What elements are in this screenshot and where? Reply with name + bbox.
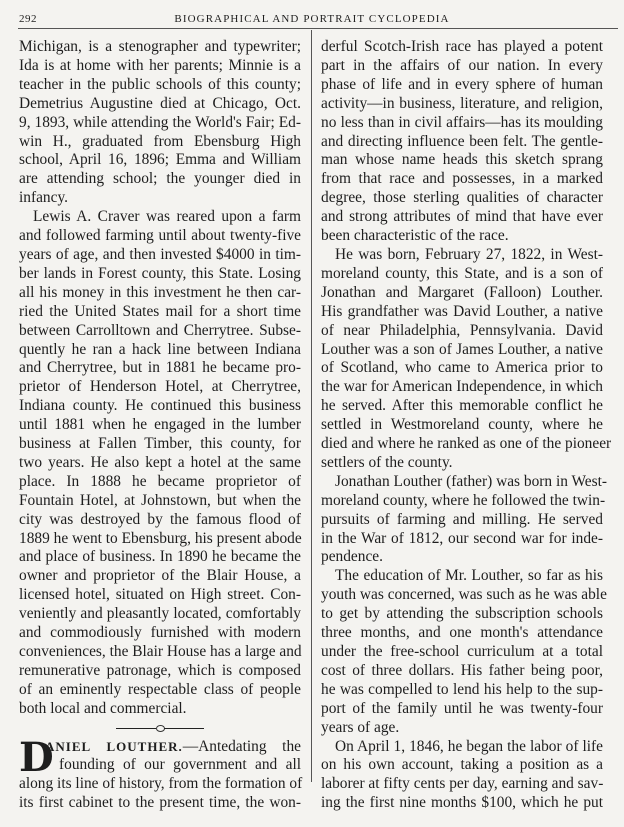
text-line: its first cabinet to the present time, the won- (19, 794, 301, 812)
text-line: both local and commercial. (19, 699, 187, 717)
text-line: he served. After this memorable conflict he (321, 397, 603, 415)
text-line: founding of our government and all (59, 756, 301, 774)
text-line: until 1881 when he engaged in the lumber (19, 416, 301, 434)
column-divider (311, 30, 312, 782)
text-line: pendence. (321, 548, 383, 566)
text-line: degree, those sterling qualities of character (321, 189, 603, 207)
text-line: Michigan, is a stenographer and typewriter; (19, 38, 301, 55)
text-line: He was born, February 27, 1822, in West- (335, 245, 603, 263)
paragraph-birth (321, 245, 612, 473)
text-line: prietor of Henderson Hotel, at Cherrytree, (19, 378, 301, 396)
text-line: and followed farming until about twenty-five (19, 227, 301, 245)
text-line: no less than in civil affairs—has its moulding (321, 113, 603, 131)
text-line: Demetrius Augustine died at Chicago, Oct. (19, 94, 301, 112)
entry-lead-text: —Antedating the (182, 737, 301, 755)
text-line: phase of life and in every sphere of human (321, 75, 603, 93)
text-line: city was destroyed by the famous flood of (19, 510, 301, 528)
text-line: part in the affairs of our nation. In every (321, 56, 603, 74)
text-line: on his own account, taking a position as a (321, 756, 603, 774)
text-line: On April 1, 1846, he began the labor of life (335, 737, 603, 755)
text-line: years of age. (321, 718, 400, 736)
text-line: derful Scotch-Irish race has played a potent (321, 38, 603, 55)
paragraph-education (321, 567, 607, 737)
text-line: died and where he ranked as one of the pioneer (321, 435, 612, 453)
text-line: veniently and pleasantly located, comfortably (19, 605, 301, 623)
text-line: been characteristic of the race. (321, 227, 509, 245)
text-line: business at Fallen Timber, this county, for (19, 435, 301, 453)
left-column (19, 38, 301, 813)
text-line: win H., graduated from Ebensburg High (19, 132, 301, 150)
entry-daniel-louther (19, 733, 303, 814)
text-line: in the War of 1812, our second war for inde- (321, 529, 603, 547)
text-line: two years. He also kept a hotel at the same (19, 453, 301, 471)
text-line: ber lands in Forest county, this State. Losing (19, 264, 301, 282)
text-line: man whose name heads this sketch sprang (321, 151, 603, 169)
drop-cap: D (19, 733, 54, 781)
running-title: BIOGRAPHICAL AND PORTRAIT CYCLOPEDIA (174, 13, 450, 25)
text-line: teacher in the public schools of this county; (19, 75, 301, 93)
text-line: to get by attending the subscription schools (321, 605, 603, 623)
text-line: pursuits of farming and milling. He served (321, 510, 603, 528)
text-line: Lewis A. Craver was reared upon a farm (33, 208, 301, 226)
page-number: 292 (19, 13, 37, 25)
text-line: The education of Mr. Louther, so far as his (335, 567, 603, 585)
text-line: Jonathan Louther (father) was born in West- (335, 472, 608, 490)
text-line: owner and proprietor of the Blair House, a (19, 567, 301, 585)
text-line: conveniences, the Blair House has a large and (19, 643, 302, 660)
text-line: and directing influence been felt. The gentle- (321, 132, 603, 150)
text-line: moreland county, this State, and is a son of (321, 264, 603, 282)
text-line: licensed hotel, situated on High street. Con- (19, 586, 301, 604)
paragraph-scotch-irish (321, 38, 603, 246)
text-line: between Carrolltown and Cherrytree. Subse- (19, 321, 301, 339)
text-line: along its line of history, from the formation of (19, 775, 303, 793)
paragraph-family-list (19, 38, 301, 208)
text-line: quently he ran a hack line between Indiana (19, 340, 301, 358)
text-line: Jonathan and Margaret (Falloon) Louther. (321, 283, 603, 301)
text-line: from that race and possesses, in a marked (321, 170, 603, 188)
text-line: are attending school; the younger died in (19, 170, 301, 188)
paragraph-career-start (321, 738, 603, 814)
entry-heading-line (19, 738, 301, 757)
paragraph-father (321, 472, 608, 568)
text-line: of near Philadelphia, Pennsylvania. David (321, 321, 603, 339)
text-line: and place of business. In 1890 he became the (19, 548, 301, 566)
text-line: he was compelled to lend his help to the sup- (321, 680, 603, 698)
paragraph-lewis-craver (19, 208, 301, 718)
text-line: ried the United States mail for a short time (19, 302, 301, 320)
text-line: Ida is at home with her parents; Minnie is a (19, 56, 301, 74)
text-line: Louther was a son of James Louther, a native (321, 340, 603, 358)
text-line: activity—in business, literature, and religion, (321, 94, 603, 112)
text-line: moreland county, where he followed the twin- (321, 491, 606, 509)
text-line: and strong attributes of mind that have ever (321, 208, 603, 226)
text-line: the war for American Independence, in which (321, 378, 603, 396)
text-line: His grandfather was David Louther, a native (321, 302, 603, 320)
header-rule (18, 28, 618, 29)
text-line: ing the first nine months $100, which he put (321, 794, 603, 812)
right-column (321, 38, 612, 813)
text-line: three months, and one month's attendance (321, 624, 603, 642)
section-separator-ornament (19, 719, 301, 738)
text-line: all his money in this investment he then car- (19, 283, 301, 301)
text-line: of Scotland, who came to America prior to (321, 359, 603, 377)
text-line: place. In 1888 he became proprietor of (19, 472, 301, 490)
text-line: and commodiously furnished with modern (19, 624, 301, 642)
text-line: 9, 1893, while attending the World's Fair; Ed- (19, 113, 301, 131)
separator-rule-left (116, 728, 156, 729)
text-line: Fountain Hotel, at Johnstown, but when the (19, 491, 301, 509)
text-line: youth was concerned, was such as he was able (321, 586, 607, 604)
page-header (0, 0, 624, 30)
text-line: infancy. (19, 189, 68, 207)
text-line: 1889 he went to Ebensburg, his present abode (19, 529, 302, 547)
entry-name: ANIEL LOUTHER. (45, 738, 183, 754)
text-line: cost of three dollars. His father being poor, (321, 661, 603, 679)
text-line: settlers of the county. (321, 453, 453, 471)
text-line: laborer at fifty cents per day, earning and sav- (321, 775, 604, 793)
text-line: school, April 16, 1896; Emma and William (19, 151, 301, 169)
text-line: under the free-school curriculum at a total (321, 643, 603, 660)
text-line: and Cherrytree, but in 1881 he became pro- (19, 359, 301, 377)
text-line: settled in Westmoreland county, where he (321, 416, 603, 434)
text-line: of an eminently respectable class of people (19, 680, 301, 698)
text-line: Indiana county. He continued this business (19, 397, 301, 415)
text-line: port of the family until he was twenty-four (321, 699, 603, 717)
text-line: years of age, and then invested $4000 in tim- (19, 245, 301, 263)
text-line: remunerative patronage, which is composed (19, 661, 301, 679)
separator-rule-right (164, 728, 204, 729)
